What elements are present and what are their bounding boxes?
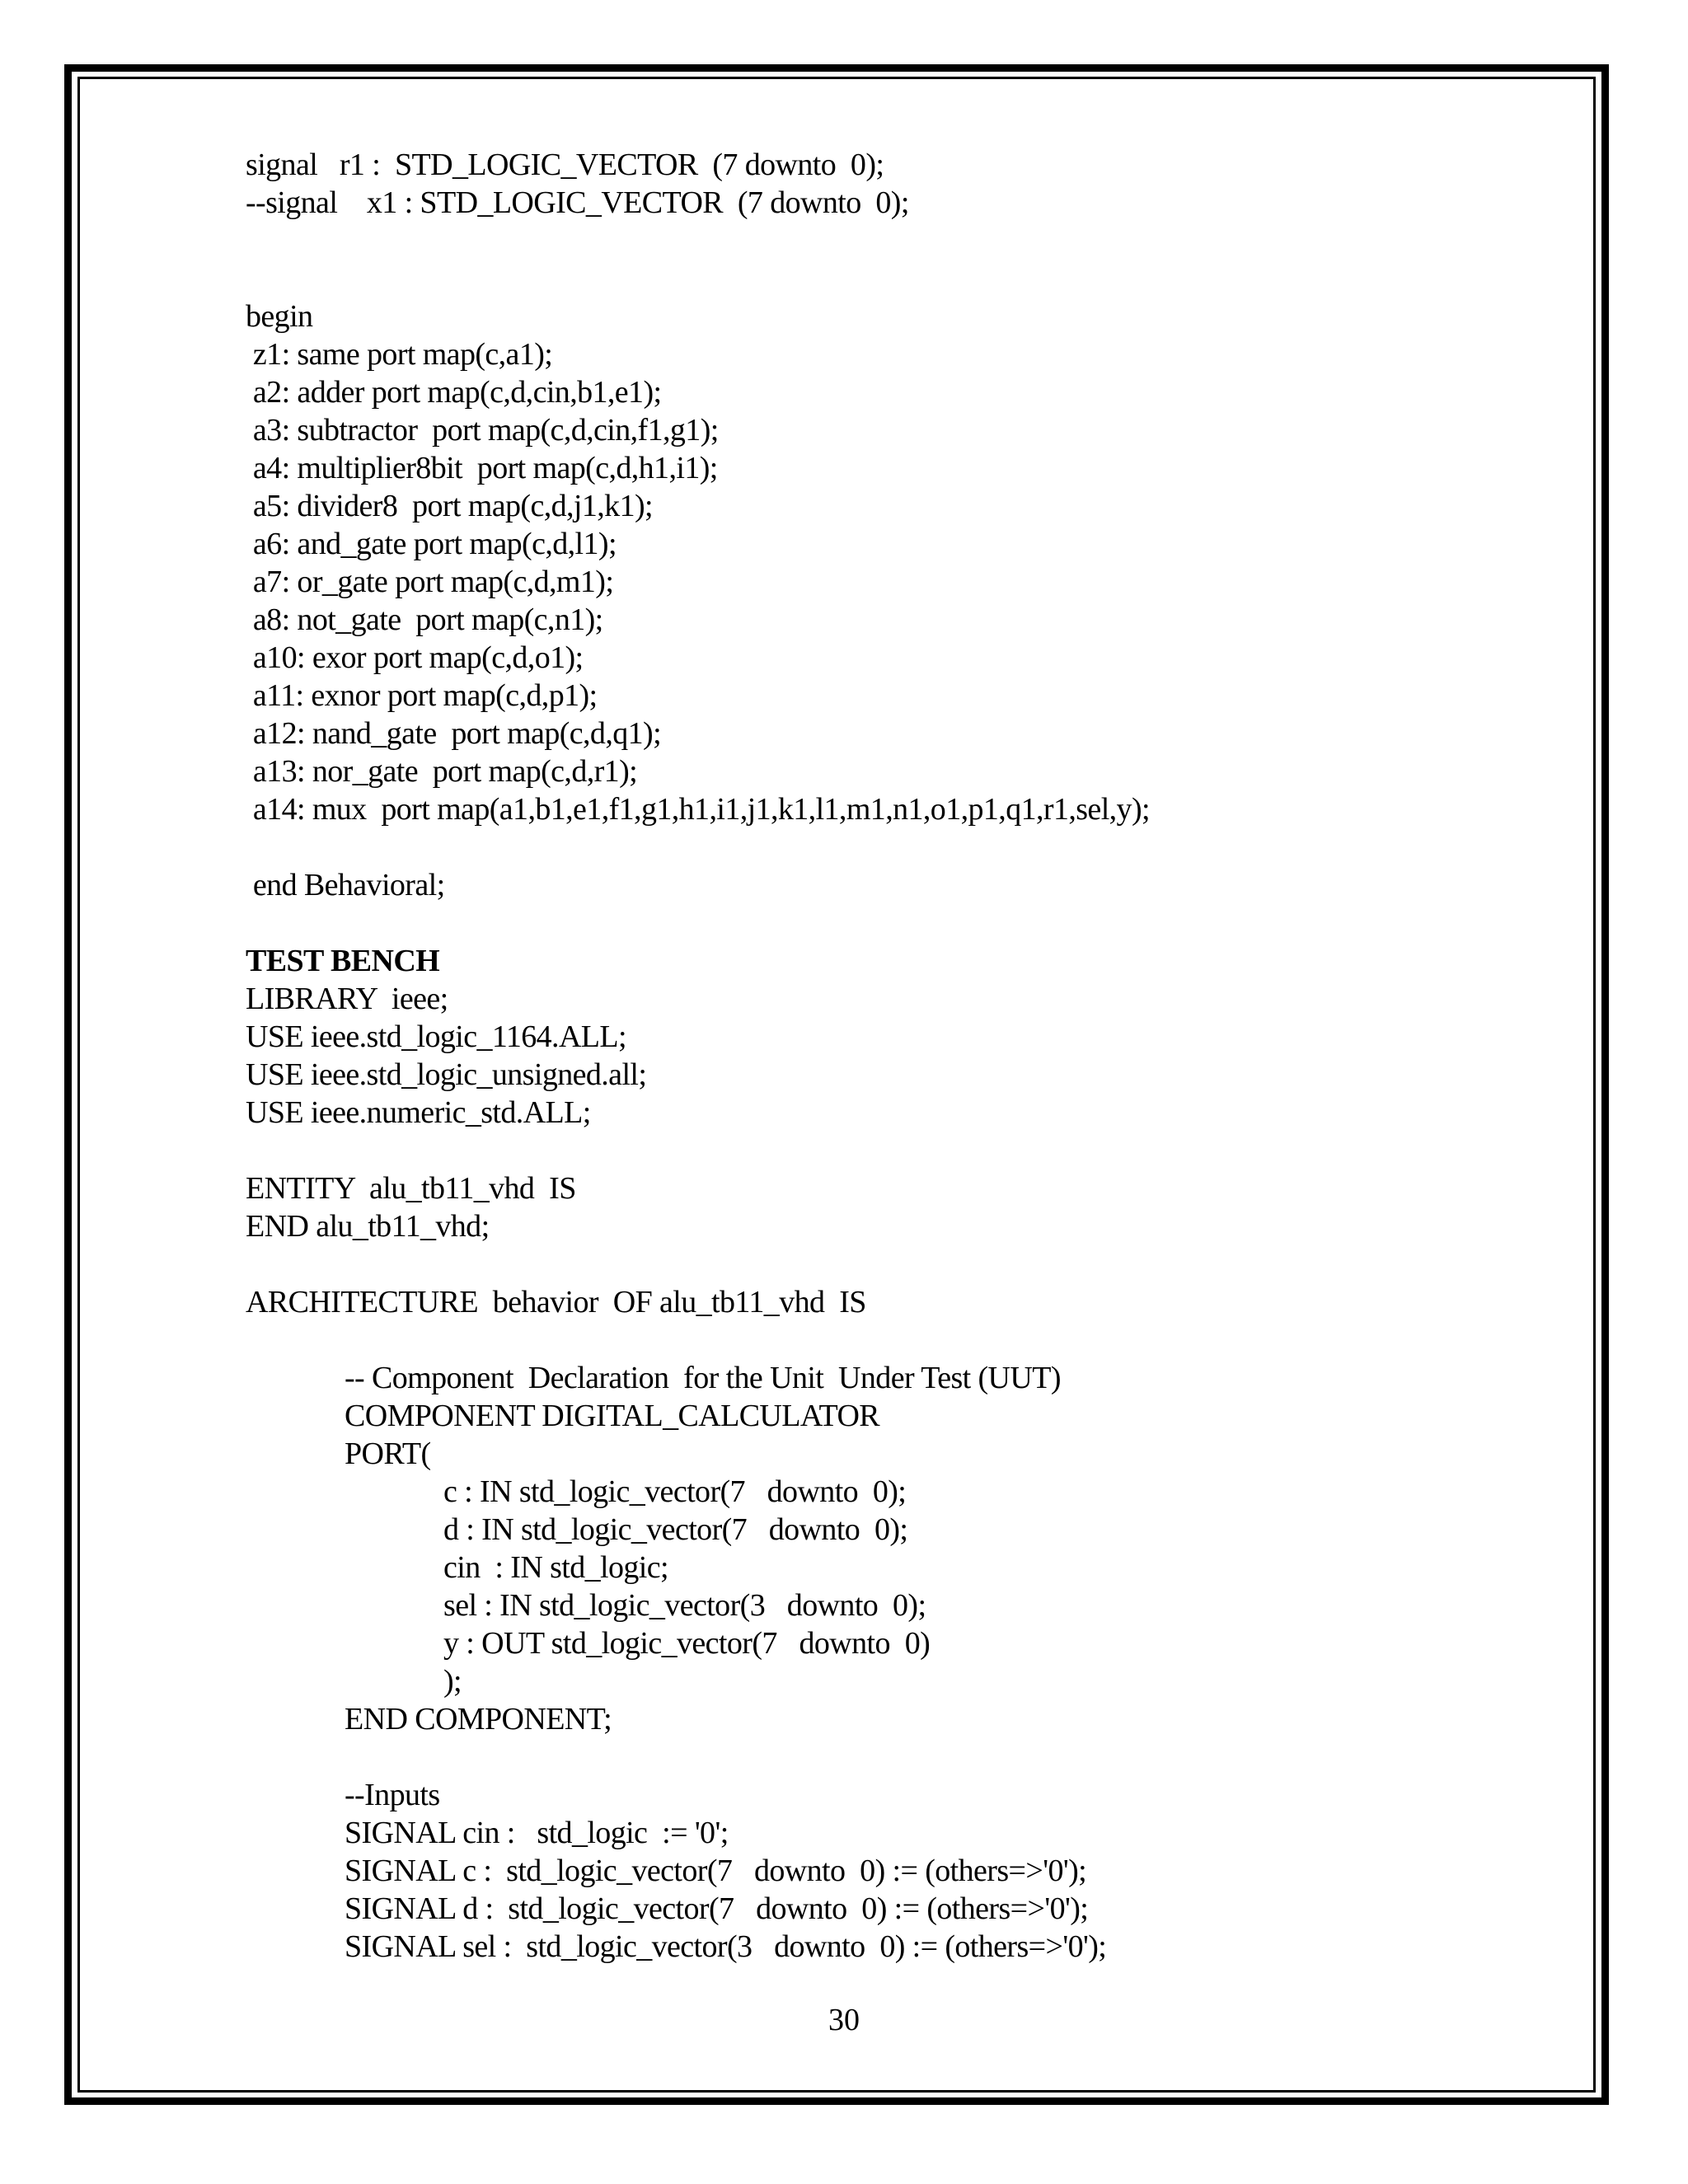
code-line: a10: exor port map(c,d,o1); xyxy=(246,640,584,675)
code-line: LIBRARY ieee; xyxy=(246,982,448,1016)
code-line: SIGNAL cin : std_logic := '0'; xyxy=(345,1816,729,1850)
code-line: sel : IN std_logic_vector(3 downto 0); xyxy=(443,1588,926,1623)
code-line: COMPONENT DIGITAL_CALCULATOR xyxy=(345,1399,880,1433)
code-line: USE ieee.std_logic_unsigned.all; xyxy=(246,1057,647,1092)
code-line: a11: exnor port map(c,d,p1); xyxy=(246,678,598,713)
code-line: END alu_tb11_vhd; xyxy=(246,1209,490,1244)
code-line: a12: nand_gate port map(c,d,q1); xyxy=(246,716,662,751)
code-line: a8: not_gate port map(c,n1); xyxy=(246,602,603,637)
code-line: c : IN std_logic_vector(7 downto 0); xyxy=(443,1474,907,1509)
code-line: a2: adder port map(c,d,cin,b1,e1); xyxy=(246,375,662,410)
code-line: end Behavioral; xyxy=(246,868,445,902)
code-line: y : OUT std_logic_vector(7 downto 0) xyxy=(443,1626,931,1661)
code-line: z1: same port map(c,a1); xyxy=(246,337,553,372)
code-line: ENTITY alu_tb11_vhd IS xyxy=(246,1171,576,1206)
page-number: 30 xyxy=(828,2003,860,2037)
code-line: SIGNAL d : std_logic_vector(7 downto 0) := (others=>'0'); xyxy=(345,1891,1089,1926)
code-line: --signal x1 : STD_LOGIC_VECTOR (7 downto 0); xyxy=(246,185,909,220)
section-heading: TEST BENCH xyxy=(246,944,440,978)
code-line: a4: multiplier8bit port map(c,d,h1,i1); xyxy=(246,451,718,485)
code-line: SIGNAL sel : std_logic_vector(3 downto 0) := (others=>'0'); xyxy=(345,1929,1107,1964)
code-line: -- Component Declaration for the Unit Under Test (UUT) xyxy=(345,1361,1061,1395)
code-line: signal r1 : STD_LOGIC_VECTOR (7 downto 0); xyxy=(246,148,884,182)
code-line: ); xyxy=(443,1664,462,1699)
code-line: PORT( xyxy=(345,1436,431,1471)
code-line: ARCHITECTURE behavior OF alu_tb11_vhd IS xyxy=(246,1285,866,1319)
code-line: USE ieee.numeric_std.ALL; xyxy=(246,1095,591,1130)
code-line: a13: nor_gate port map(c,d,r1); xyxy=(246,754,638,789)
code-line: --Inputs xyxy=(345,1778,440,1812)
code-line: a5: divider8 port map(c,d,j1,k1); xyxy=(246,489,653,523)
code-line: d : IN std_logic_vector(7 downto 0); xyxy=(443,1512,908,1547)
code-line: a7: or_gate port map(c,d,m1); xyxy=(246,565,614,599)
code-line: a14: mux port map(a1,b1,e1,f1,g1,h1,i1,j1,k1,l1,m1,n1,o1,p1,q1,r1,sel,y); xyxy=(246,792,1150,827)
code-line: cin : IN std_logic; xyxy=(443,1550,668,1585)
code-line: USE ieee.std_logic_1164.ALL; xyxy=(246,1019,626,1054)
code-line: a3: subtractor port map(c,d,cin,f1,g1); xyxy=(246,413,719,448)
code-line: SIGNAL c : std_logic_vector(7 downto 0) := (others=>'0'); xyxy=(345,1854,1087,1888)
code-line: END COMPONENT; xyxy=(345,1702,612,1736)
code-line: a6: and_gate port map(c,d,l1); xyxy=(246,527,617,561)
code-line: begin xyxy=(246,299,313,334)
